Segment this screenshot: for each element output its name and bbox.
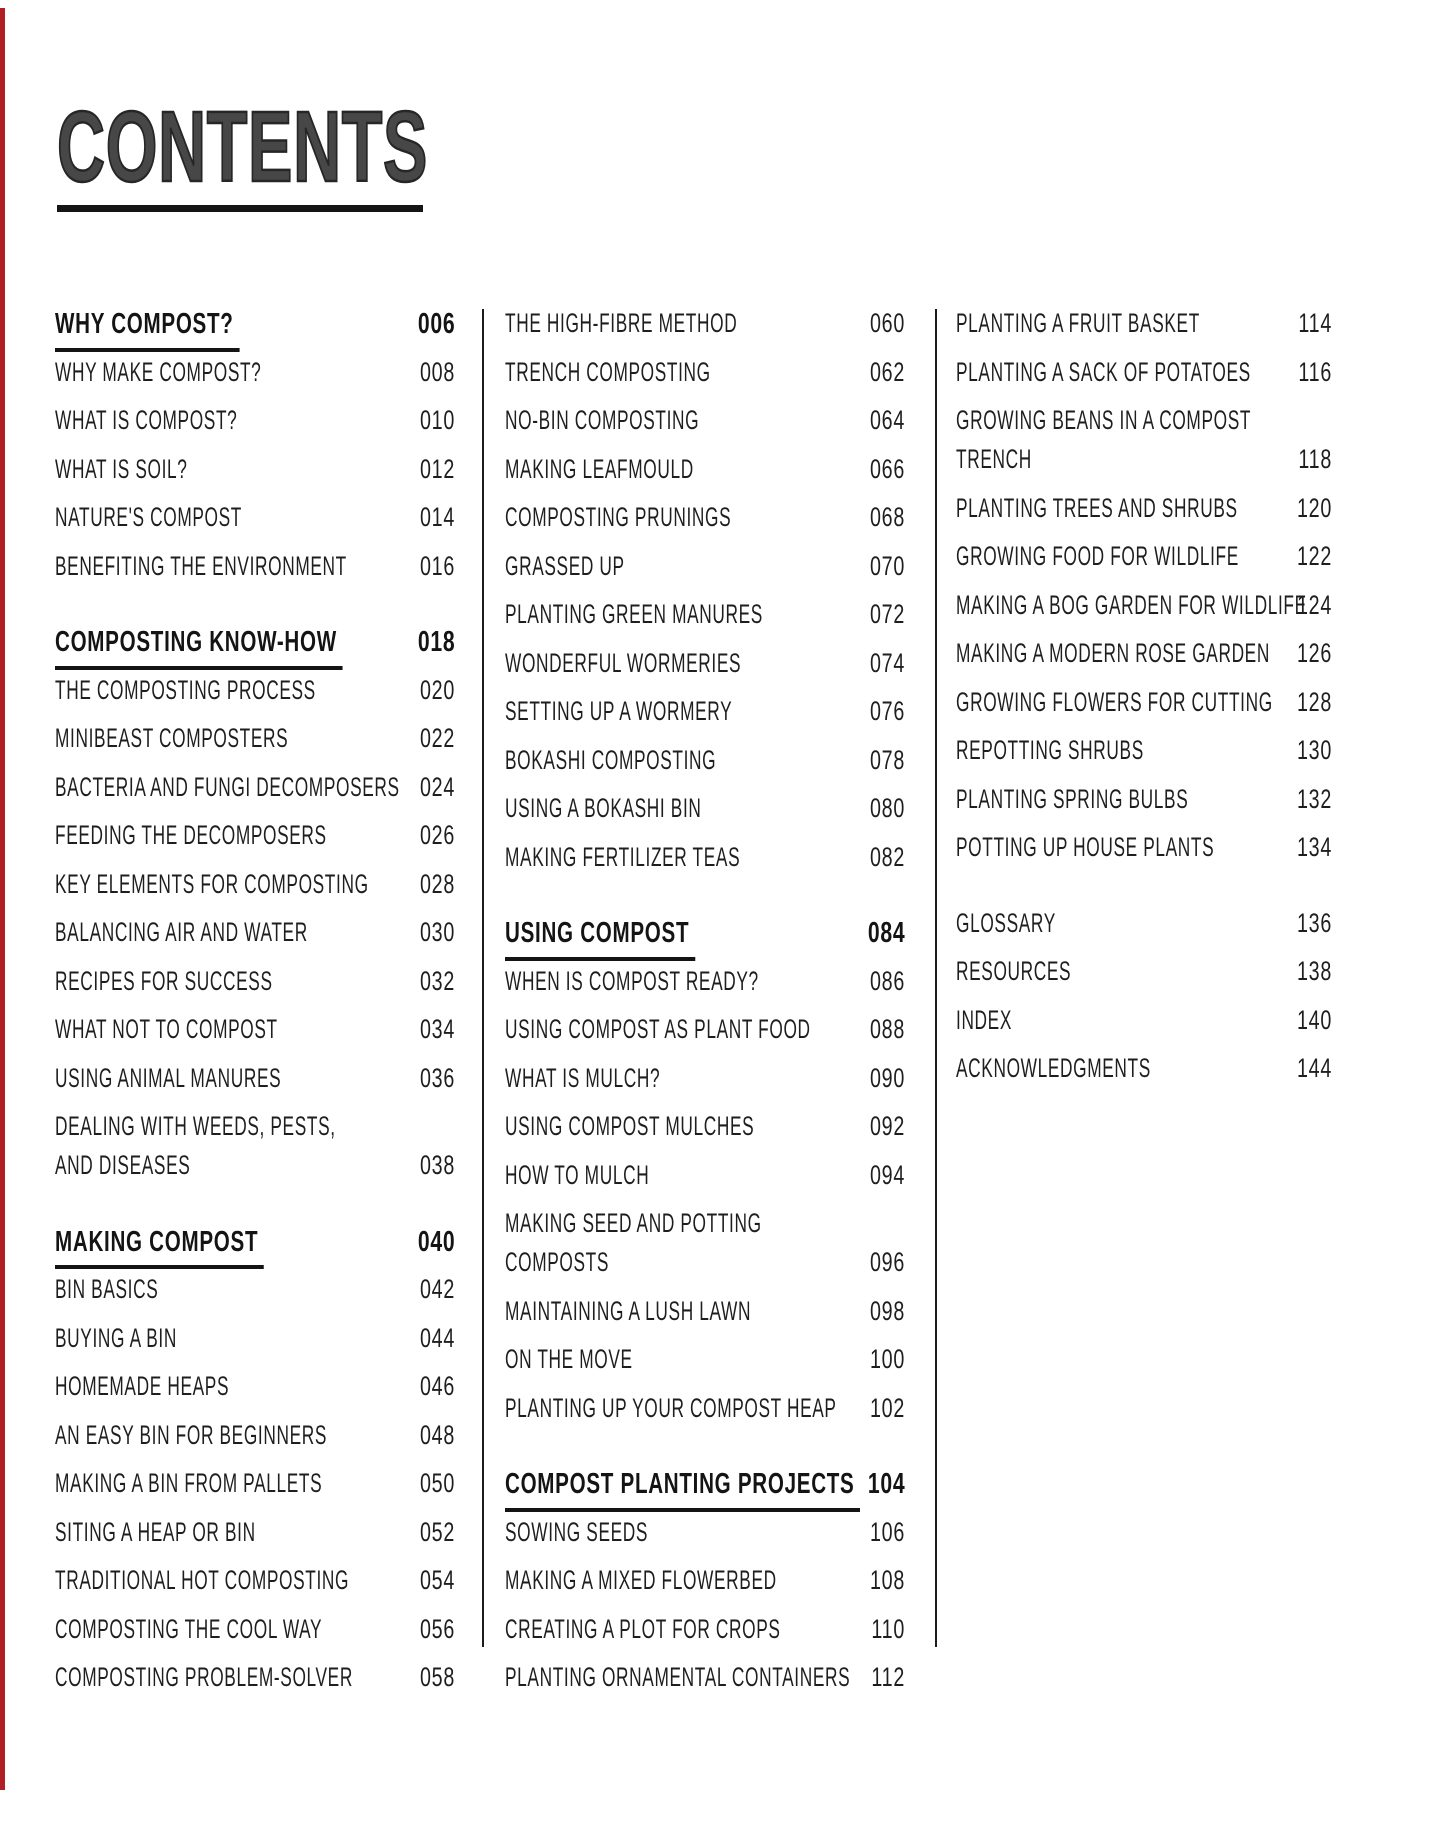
toc-entry [505, 1064, 905, 1113]
toc-entry [55, 773, 455, 822]
entry-label: USING ANIMAL MANURES [55, 1062, 282, 1093]
section-header [55, 309, 455, 358]
entry-page-number: 098 [869, 1295, 905, 1326]
toc-column-2 [505, 309, 905, 1712]
toc-entry [956, 1006, 1332, 1055]
entry-label: AN EASY BIN FOR BEGINNERS [55, 1419, 328, 1450]
toc-entry [505, 697, 905, 746]
toc-entry [55, 1421, 455, 1470]
toc-section [505, 918, 905, 1442]
entry-label: SOWING SEEDS [505, 1516, 649, 1547]
entry-page-number: 136 [1296, 907, 1332, 938]
toc-entry [505, 1248, 905, 1297]
entry-page-number: 124 [1296, 589, 1332, 620]
toc-entry [956, 639, 1332, 688]
entry-page-number: 074 [869, 647, 905, 678]
toc-section [956, 309, 1332, 882]
toc-entry [55, 406, 455, 455]
entry-page-number: 032 [419, 965, 455, 996]
entry-label: CREATING A PLOT FOR CROPS [505, 1613, 781, 1644]
page-title [57, 91, 615, 212]
toc-entry [55, 455, 455, 504]
entry-label: INDEX [956, 1004, 1013, 1035]
entry-page-number: 078 [869, 744, 905, 775]
entry-label: USING COMPOST AS PLANT FOOD [505, 1014, 811, 1044]
entry-label: MINIBEAST COMPOSTERS [55, 723, 289, 753]
section-header [55, 627, 455, 676]
entry-page-number: 038 [419, 1150, 455, 1180]
entry-page-number: 058 [419, 1662, 455, 1692]
header-label: USING COMPOST [505, 918, 695, 961]
toc-entry [55, 967, 455, 1016]
entry-label: FEEDING THE DECOMPOSERS [55, 820, 327, 850]
toc-entry [505, 1615, 905, 1664]
entry-label: ACKNOWLEDGMENTS [956, 1053, 1151, 1083]
toc-entry [55, 1275, 455, 1324]
entry-label: USING A BOKASHI BIN [505, 793, 702, 823]
entry-page-number: 026 [419, 820, 455, 850]
toc-entry [55, 1372, 455, 1421]
toc-entry [505, 1394, 905, 1443]
header-page-number: 084 [867, 917, 905, 949]
entry-label: KEY ELEMENTS FOR COMPOSTING [55, 868, 369, 899]
toc-entry [956, 358, 1332, 407]
toc-entry [505, 1518, 905, 1567]
toc-entry [505, 1345, 905, 1394]
toc-entry [55, 1469, 455, 1518]
toc-entry [55, 1566, 455, 1615]
entry-label: GROWING FOOD FOR WILDLIFE [956, 541, 1239, 571]
entry-page-number: 112 [871, 1662, 905, 1692]
entry-label: THE COMPOSTING PROCESS [55, 674, 316, 705]
entry-page-number: 094 [869, 1159, 905, 1190]
entry-label: WHAT IS MULCH? [505, 1062, 661, 1093]
entry-page-number: 052 [419, 1516, 455, 1547]
entry-page-number: 086 [869, 965, 905, 996]
header-page-number: 018 [417, 626, 455, 658]
entry-label: WHAT IS COMPOST? [55, 405, 238, 435]
entry-page-number: 128 [1296, 686, 1332, 717]
toc-section [55, 1227, 455, 1712]
header-page-number: 006 [417, 308, 455, 340]
entry-label: SETTING UP A WORMERY [505, 696, 733, 726]
entry-page-number: 014 [419, 502, 455, 532]
toc-entry [55, 821, 455, 870]
entry-label: COMPOSTING PROBLEM-SOLVER [55, 1662, 353, 1692]
entry-label: BENEFITING THE ENVIRONMENT [55, 550, 347, 581]
entry-page-number: 138 [1296, 956, 1332, 986]
toc-entry [956, 542, 1332, 591]
entry-label: GROWING FLOWERS FOR CUTTING [956, 686, 1273, 717]
toc-entry [505, 406, 905, 455]
entry-label: DEALING WITH WEEDS, PESTS, [55, 1111, 336, 1141]
entry-page-number: 126 [1296, 638, 1332, 668]
toc-section [956, 909, 1332, 1103]
entry-label: WHAT NOT TO COMPOST [55, 1014, 278, 1044]
header-label: WHY COMPOST? [55, 309, 239, 352]
toc-entry [956, 833, 1332, 882]
title-underline [57, 205, 423, 212]
entry-label: WHAT IS SOIL? [55, 453, 188, 484]
toc-entry [505, 1297, 905, 1346]
toc-entry [55, 1663, 455, 1712]
entry-page-number: 012 [419, 453, 455, 484]
entry-label: BIN BASICS [55, 1274, 159, 1304]
entry-page-number: 024 [419, 771, 455, 802]
entry-label: BALANCING AIR AND WATER [55, 917, 308, 947]
entry-page-number: 028 [419, 868, 455, 899]
entry-page-number: 072 [869, 599, 905, 629]
entry-page-number: 132 [1296, 783, 1332, 814]
header-label: MAKING COMPOST [55, 1227, 264, 1270]
toc-entry [956, 785, 1332, 834]
entry-page-number: 066 [869, 453, 905, 484]
entry-label: PLANTING A SACK OF POTATOES [956, 356, 1251, 387]
entry-label: PLANTING A FRUIT BASKET [956, 308, 1200, 338]
entry-label: WONDERFUL WORMERIES [505, 647, 742, 678]
entry-label: POTTING UP HOUSE PLANTS [956, 832, 1215, 862]
entry-page-number: 120 [1296, 492, 1332, 523]
toc-entry [55, 1518, 455, 1567]
entry-label: BUYING A BIN [55, 1322, 177, 1353]
header-label: COMPOSTING KNOW-HOW [55, 627, 343, 670]
entry-label: MAKING A MIXED FLOWERBED [505, 1565, 777, 1595]
entry-page-number: 050 [419, 1468, 455, 1498]
toc-entry [505, 309, 905, 358]
toc-entry [55, 918, 455, 967]
toc-entry [55, 358, 455, 407]
column-divider [482, 309, 484, 1647]
entry-page-number: 118 [1298, 444, 1332, 474]
entry-page-number: 022 [419, 723, 455, 753]
entry-label: RESOURCES [956, 956, 1072, 986]
toc-entry [55, 676, 455, 725]
toc-entry [505, 600, 905, 649]
entry-page-number: 008 [419, 356, 455, 387]
entry-page-number: 122 [1296, 541, 1332, 571]
toc-entry [505, 649, 905, 698]
toc-entry [956, 688, 1332, 737]
toc-entry [55, 724, 455, 773]
toc-entry [55, 552, 455, 601]
entry-label: PLANTING GREEN MANURES [505, 599, 763, 629]
toc-entry [956, 957, 1332, 1006]
toc-entry [505, 503, 905, 552]
entry-label: RECIPES FOR SUCCESS [55, 965, 273, 996]
entry-label: TRENCH [956, 444, 1032, 474]
entry-page-number: 046 [419, 1371, 455, 1401]
entry-label: REPOTTING SHRUBS [956, 735, 1144, 765]
entry-label: MAKING LEAFMOULD [505, 453, 694, 484]
entry-label: COMPOSTS [505, 1247, 610, 1277]
column-divider [935, 309, 937, 1647]
entry-label: HOMEMADE HEAPS [55, 1371, 230, 1401]
entry-label: GROWING BEANS IN A COMPOST [956, 405, 1252, 435]
toc-entry [55, 1615, 455, 1664]
toc-entry [505, 794, 905, 843]
toc-entry [956, 494, 1332, 543]
toc-entry [956, 591, 1332, 640]
entry-label: SITING A HEAP OR BIN [55, 1516, 256, 1547]
entry-page-number: 130 [1296, 735, 1332, 765]
entry-page-number: 062 [869, 356, 905, 387]
toc-entry [956, 445, 1332, 494]
entry-label: HOW TO MULCH [505, 1159, 650, 1190]
section-header [505, 918, 905, 967]
toc-entry [55, 1151, 455, 1200]
entry-label: AND DISEASES [55, 1150, 191, 1180]
header-page-number: 040 [417, 1225, 455, 1258]
left-accent-bar [0, 8, 5, 1790]
entry-page-number: 054 [419, 1565, 455, 1595]
entry-page-number: 056 [419, 1613, 455, 1644]
entry-label: TRADITIONAL HOT COMPOSTING [55, 1565, 350, 1595]
entry-page-number: 030 [419, 917, 455, 947]
toc-entry [956, 909, 1332, 958]
toc-entry [505, 358, 905, 407]
toc-entry [956, 736, 1332, 785]
entry-label: BOKASHI COMPOSTING [505, 744, 717, 775]
entry-label: PLANTING TREES AND SHRUBS [956, 492, 1238, 523]
entry-page-number: 140 [1296, 1004, 1332, 1035]
entry-page-number: 060 [869, 308, 905, 338]
entry-label: COMPOSTING PRUNINGS [505, 502, 732, 532]
page-title-text: CONTENTS [57, 91, 429, 203]
entry-page-number: 100 [869, 1344, 905, 1374]
entry-page-number: 068 [869, 502, 905, 532]
entry-label: MAKING A BIN FROM PALLETS [55, 1468, 323, 1498]
toc-entry [55, 1015, 455, 1064]
toc-entry [505, 1015, 905, 1064]
toc-entry [956, 1054, 1332, 1103]
entry-label: PLANTING UP YOUR COMPOST HEAP [505, 1392, 837, 1423]
toc-entry [55, 1324, 455, 1373]
entry-label: PLANTING SPRING BULBS [956, 783, 1189, 814]
entry-page-number: 016 [419, 550, 455, 581]
toc-entry [505, 1112, 905, 1161]
section-header [55, 1227, 455, 1276]
toc-section [55, 627, 455, 1200]
entry-page-number: 144 [1296, 1053, 1332, 1083]
entry-label: COMPOSTING THE COOL WAY [55, 1613, 323, 1644]
toc-entry [505, 455, 905, 504]
entry-page-number: 064 [869, 405, 905, 435]
entry-page-number: 076 [869, 696, 905, 726]
entry-page-number: 088 [869, 1014, 905, 1044]
entry-label: BACTERIA AND FUNGI DECOMPOSERS [55, 771, 400, 802]
entry-page-number: 048 [419, 1419, 455, 1450]
entry-page-number: 080 [869, 793, 905, 823]
toc-entry [505, 1663, 905, 1712]
entry-label: TRENCH COMPOSTING [505, 356, 711, 387]
toc-column-3 [956, 309, 1332, 1103]
entry-page-number: 070 [869, 550, 905, 581]
entry-label: USING COMPOST MULCHES [505, 1111, 755, 1141]
entry-label: MAKING A MODERN ROSE GARDEN [956, 638, 1270, 668]
toc-entry [505, 967, 905, 1016]
header-page-number: 104 [867, 1468, 905, 1500]
toc-column-1 [55, 309, 455, 1712]
toc-entry [505, 843, 905, 892]
entry-label: MAKING SEED AND POTTING [505, 1208, 762, 1238]
entry-page-number: 108 [869, 1565, 905, 1595]
entry-page-number: 034 [419, 1014, 455, 1044]
entry-page-number: 116 [1298, 356, 1332, 387]
entry-label: THE HIGH-FIBRE METHOD [505, 308, 738, 338]
toc-entry [505, 1209, 905, 1248]
entry-page-number: 114 [1298, 308, 1332, 338]
section-header [505, 1469, 905, 1518]
entry-page-number: 102 [869, 1392, 905, 1423]
toc-entry [505, 1566, 905, 1615]
entry-page-number: 082 [869, 841, 905, 872]
entry-label: MAKING FERTILIZER TEAS [505, 841, 741, 872]
toc-entry [55, 1112, 455, 1151]
entry-page-number: 044 [419, 1322, 455, 1353]
toc-entry [505, 1161, 905, 1210]
toc-section [55, 309, 455, 600]
entry-page-number: 042 [419, 1274, 455, 1304]
entry-label: WHEN IS COMPOST READY? [505, 965, 759, 996]
entry-label: ON THE MOVE [505, 1344, 633, 1374]
entry-page-number: 106 [869, 1516, 905, 1547]
toc-entry [505, 746, 905, 795]
entry-label: WHY MAKE COMPOST? [55, 356, 262, 387]
entry-page-number: 036 [419, 1062, 455, 1093]
toc-section [505, 1469, 905, 1712]
entry-page-number: 090 [869, 1062, 905, 1093]
toc-entry [505, 552, 905, 601]
entry-label: PLANTING ORNAMENTAL CONTAINERS [505, 1662, 851, 1692]
toc-entry [956, 309, 1332, 358]
entry-page-number: 096 [869, 1247, 905, 1277]
entry-label: GRASSED UP [505, 550, 625, 581]
toc-section [505, 309, 905, 891]
toc-entry [55, 870, 455, 919]
entry-label: NO-BIN COMPOSTING [505, 405, 700, 435]
toc-entry [55, 503, 455, 552]
entry-label: NATURE'S COMPOST [55, 502, 242, 532]
toc-entry [956, 406, 1332, 445]
toc-entry [55, 1064, 455, 1113]
entry-page-number: 092 [869, 1111, 905, 1141]
entry-label: GLOSSARY [956, 907, 1056, 938]
header-label: COMPOST PLANTING PROJECTS [505, 1469, 860, 1512]
entry-label: MAKING A BOG GARDEN FOR WILDLIFE [956, 589, 1307, 620]
entry-label: MAINTAINING A LUSH LAWN [505, 1295, 752, 1326]
entry-page-number: 020 [419, 674, 455, 705]
entry-page-number: 134 [1296, 832, 1332, 862]
entry-page-number: 110 [871, 1613, 905, 1644]
entry-page-number: 010 [419, 405, 455, 435]
